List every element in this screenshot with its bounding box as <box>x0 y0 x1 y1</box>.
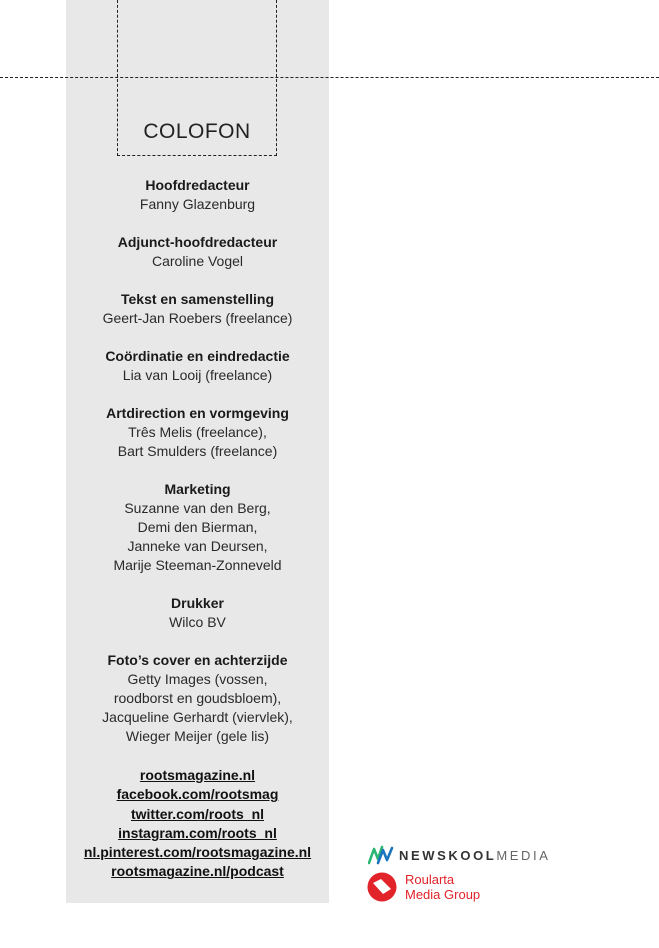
web-link[interactable]: nl.pinterest.com/rootsmagazine.nl <box>83 844 312 861</box>
credit-block <box>66 347 329 385</box>
web-link[interactable]: instagram.com/roots_nl <box>118 824 277 841</box>
credit-block <box>66 594 329 632</box>
roularta-text: Roularta <box>405 872 455 887</box>
credit-name: Três Melis (freelance), <box>128 424 267 440</box>
credit-name: roodborst en goudsbloem), <box>113 690 282 706</box>
credit-role: Drukker <box>171 595 224 611</box>
credit-role: Hoofdredacteur <box>145 177 250 193</box>
web-link[interactable]: facebook.com/rootsmag <box>116 786 279 803</box>
credit-block <box>66 651 329 746</box>
roularta-logo-icon <box>366 872 398 902</box>
media-text: MEDIA <box>496 847 551 863</box>
credit-role: Coördinatie en eindredactie <box>105 348 290 364</box>
credit-role: Artdirection en vormgeving <box>106 405 289 421</box>
credit-name: Getty Images (vossen, <box>127 671 268 687</box>
newskool-logo-icon <box>368 844 394 866</box>
credit-role: Adjunct-hoofdredacteur <box>117 234 278 250</box>
credit-role: Tekst en samenstelling <box>120 291 274 307</box>
newskool-text: NEWSKOOL <box>399 847 497 863</box>
credit-block <box>66 404 329 461</box>
web-link[interactable]: rootsmagazine.nl <box>139 767 256 783</box>
credit-block <box>66 290 329 328</box>
credit-block <box>66 176 329 214</box>
links-list <box>66 766 329 882</box>
credits-list <box>66 176 329 765</box>
web-link[interactable]: twitter.com/roots_nl <box>130 805 265 822</box>
credit-name: Wilco BV <box>169 614 226 630</box>
credit-name: Demi den Bierman, <box>137 519 258 535</box>
media-group-text: Media Group <box>405 887 481 902</box>
credit-name: Lia van Looij (freelance) <box>122 367 273 383</box>
credit-role: Foto’s cover en achterzijde <box>107 652 288 668</box>
credit-name: Caroline Vogel <box>151 253 244 269</box>
dashed-guide-line <box>0 77 659 78</box>
roularta-media-group-logo <box>366 872 480 902</box>
credit-name: Fanny Glazenburg <box>139 196 256 212</box>
credit-name: Bart Smulders (freelance) <box>117 443 278 459</box>
credit-name: Marije Steeman-Zonneveld <box>113 557 282 573</box>
credit-name: Janneke van Deursen, <box>127 538 268 554</box>
credit-block <box>66 480 329 575</box>
web-link[interactable]: rootsmagazine.nl/podcast <box>111 863 284 880</box>
credit-name: Wieger Meijer (gele lis) <box>125 728 270 744</box>
credit-name: Suzanne van den Berg, <box>124 500 271 516</box>
credit-block <box>66 233 329 271</box>
credit-name: Geert-Jan Roebers (freelance) <box>102 310 293 326</box>
colofon-title: COLOFON <box>143 120 251 143</box>
credit-role: Marketing <box>164 481 231 497</box>
newskool-media-logo <box>368 843 551 867</box>
credit-name: Jacqueline Gerhardt (viervlek), <box>102 709 293 725</box>
